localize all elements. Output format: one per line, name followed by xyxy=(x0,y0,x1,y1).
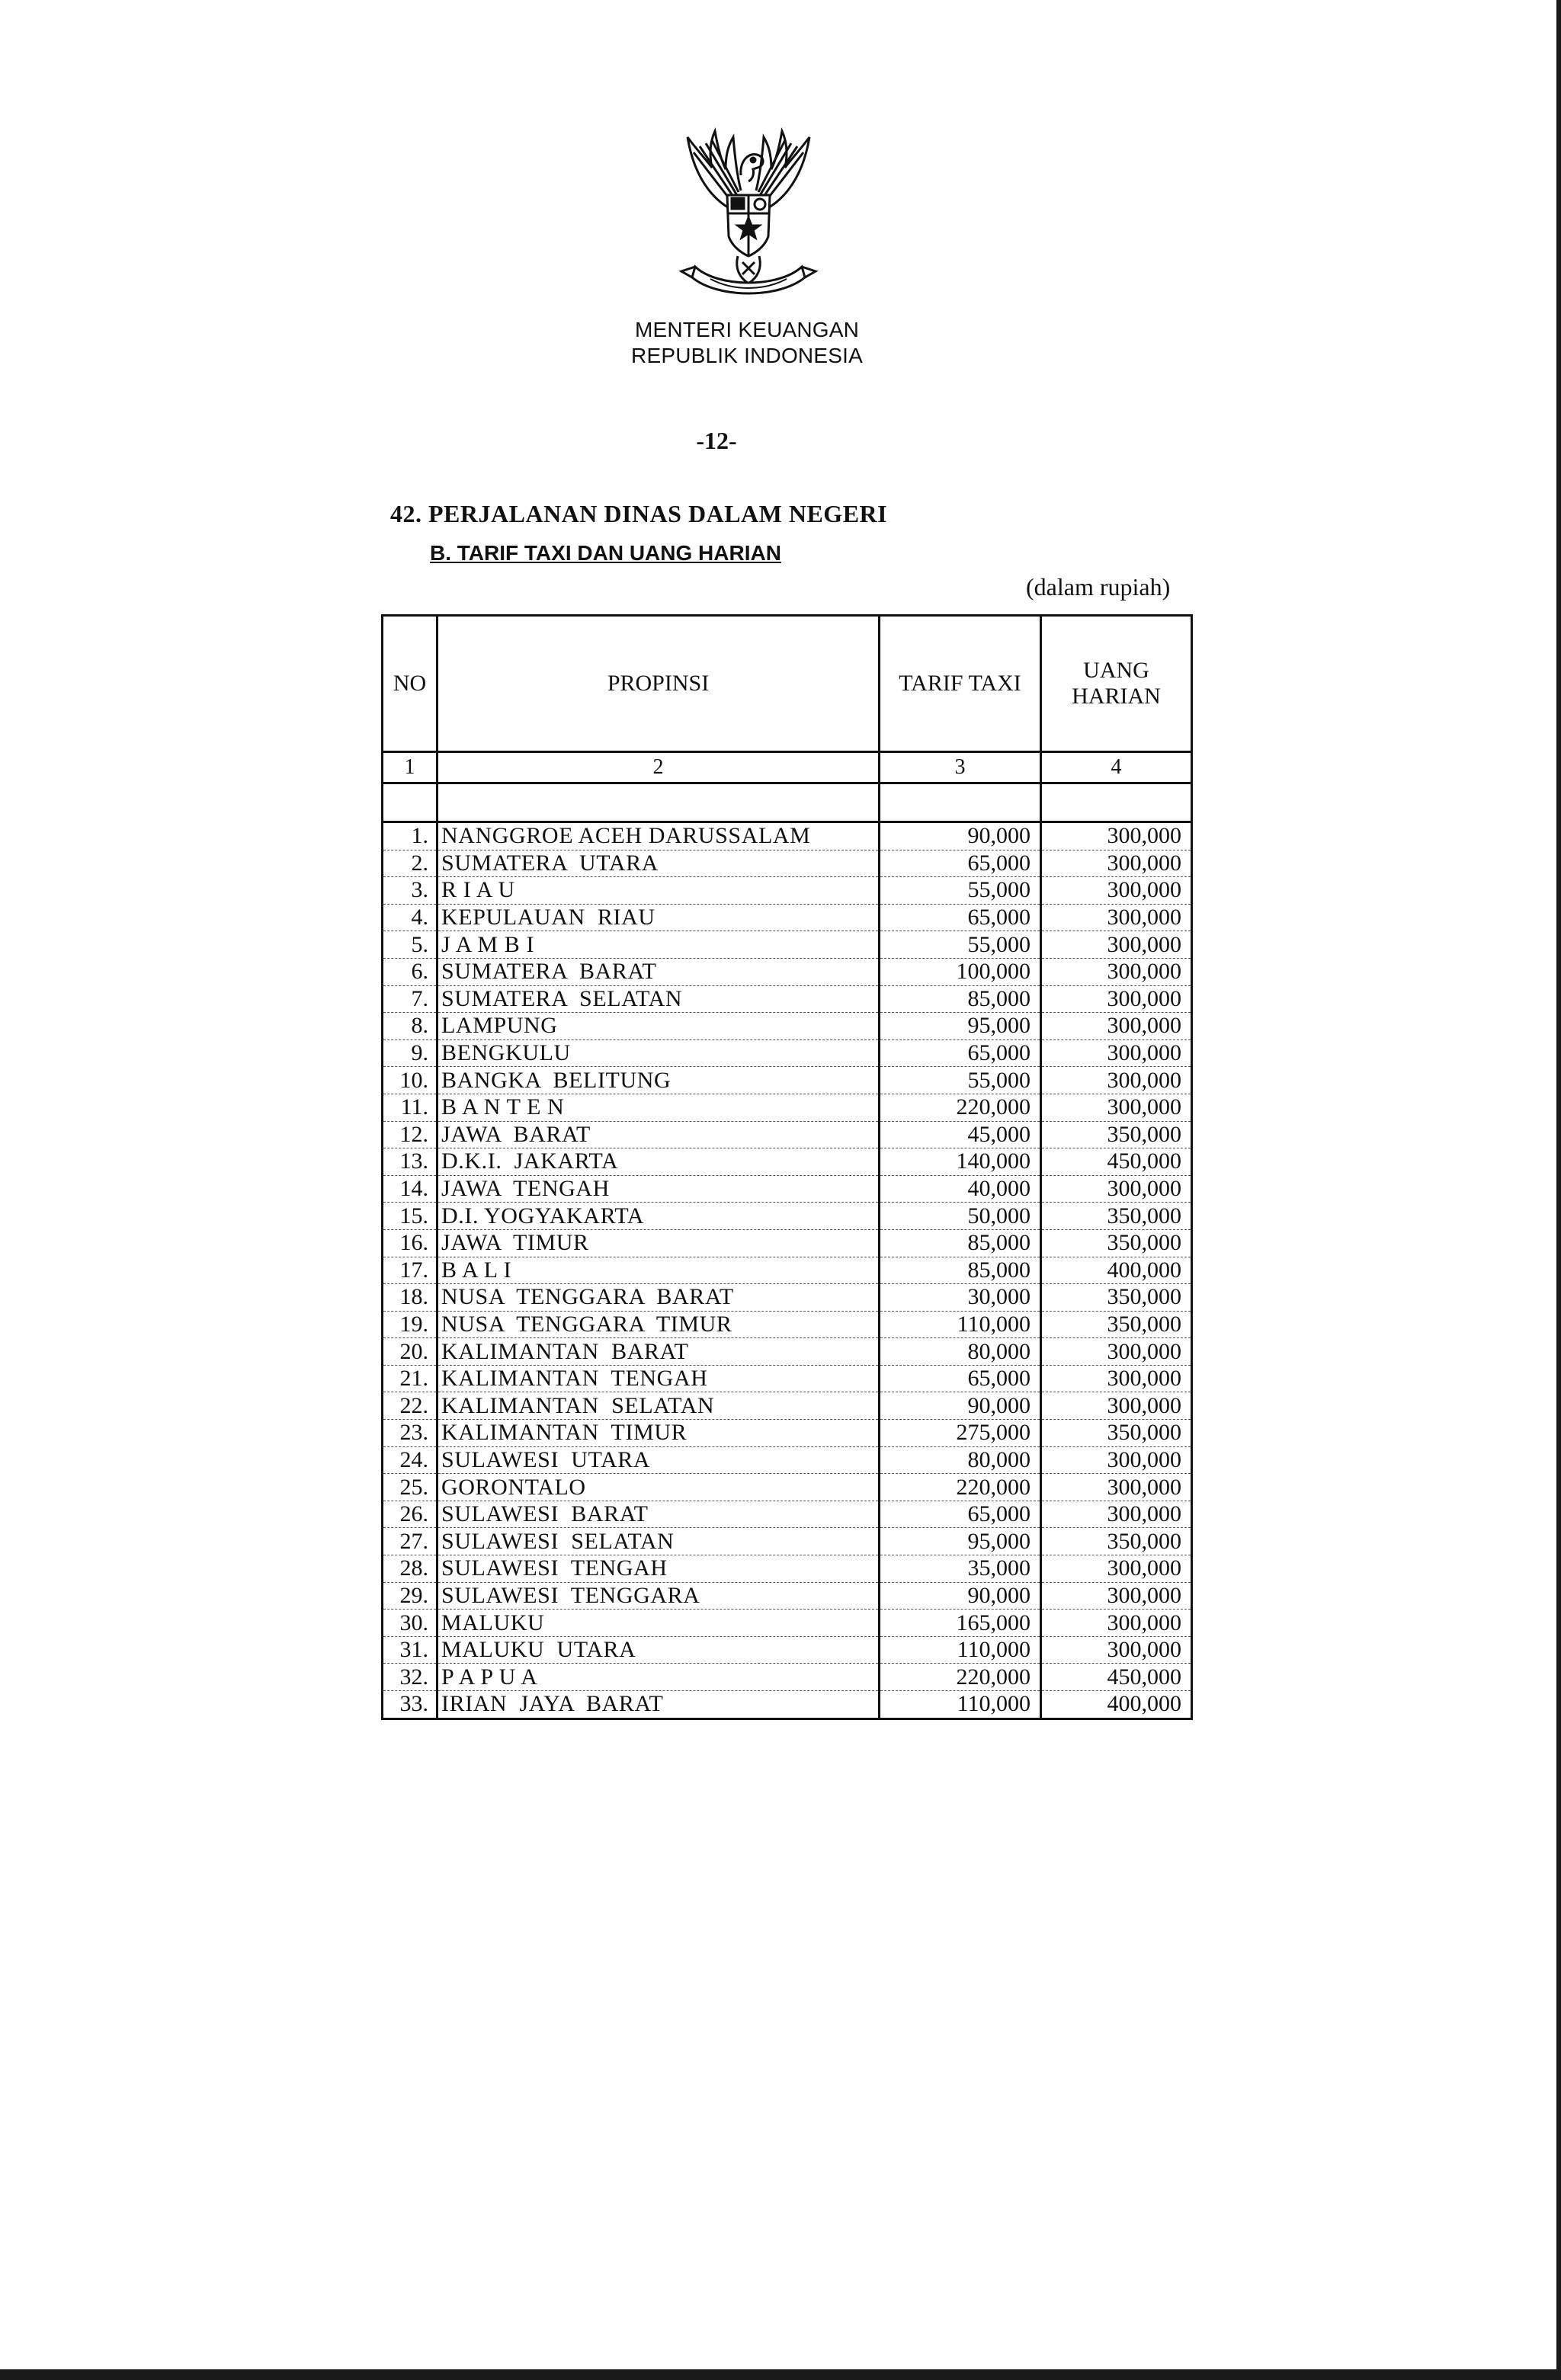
taxi-fare: 90,000 xyxy=(880,1582,1041,1610)
row-number: 3. xyxy=(383,877,438,905)
daily-allowance: 300,000 xyxy=(1041,1501,1192,1528)
taxi-fare: 65,000 xyxy=(880,904,1041,931)
taxi-fare: 220,000 xyxy=(880,1664,1041,1691)
table-row xyxy=(383,985,1192,1013)
daily-allowance: 300,000 xyxy=(1041,1067,1192,1094)
province-name: BANGKA BELITUNG xyxy=(438,1067,880,1094)
table-row xyxy=(383,1284,1192,1312)
taxi-fare: 65,000 xyxy=(880,850,1041,877)
row-number: 28. xyxy=(383,1555,438,1583)
province-name: SULAWESI BARAT xyxy=(438,1501,880,1528)
table-row xyxy=(383,1555,1192,1583)
daily-allowance: 350,000 xyxy=(1041,1121,1192,1148)
row-number: 20. xyxy=(383,1338,438,1366)
table-row xyxy=(383,877,1192,905)
daily-allowance: 300,000 xyxy=(1041,1365,1192,1392)
taxi-fare: 110,000 xyxy=(880,1691,1041,1719)
row-number: 11. xyxy=(383,1094,438,1121)
table-row xyxy=(383,1094,1192,1121)
province-name: R I A U xyxy=(438,877,880,905)
daily-allowance: 350,000 xyxy=(1041,1229,1192,1257)
daily-allowance: 350,000 xyxy=(1041,1528,1192,1555)
daily-allowance: 300,000 xyxy=(1041,904,1192,931)
header-daily-line-2: HARIAN xyxy=(1072,684,1161,709)
daily-allowance: 300,000 xyxy=(1041,850,1192,877)
scan-border-right xyxy=(1556,0,1561,2380)
taxi-fare: 50,000 xyxy=(880,1203,1041,1230)
daily-allowance: 300,000 xyxy=(1041,1094,1192,1121)
row-number: 6. xyxy=(383,958,438,985)
daily-allowance: 350,000 xyxy=(1041,1311,1192,1338)
table-row xyxy=(383,904,1192,931)
daily-allowance: 300,000 xyxy=(1041,931,1192,959)
daily-allowance: 300,000 xyxy=(1041,1338,1192,1366)
row-number: 25. xyxy=(383,1474,438,1501)
province-name: D.K.I. JAKARTA xyxy=(438,1148,880,1176)
taxi-fare: 80,000 xyxy=(880,1446,1041,1474)
taxi-fare: 85,000 xyxy=(880,985,1041,1013)
row-number: 30. xyxy=(383,1610,438,1637)
spacer-cell xyxy=(438,783,880,822)
table-row xyxy=(383,1203,1192,1230)
taxi-fare: 95,000 xyxy=(880,1013,1041,1040)
table-row xyxy=(383,850,1192,877)
province-name: NUSA TENGGARA TIMUR xyxy=(438,1311,880,1338)
province-name: J A M B I xyxy=(438,931,880,959)
institution-line-1: MENTERI KEUANGAN xyxy=(634,318,860,341)
rates-table xyxy=(381,614,1193,1720)
institution-line-2: REPUBLIK INDONESIA xyxy=(631,344,863,367)
province-name: SULAWESI TENGGARA xyxy=(438,1582,880,1610)
taxi-fare: 40,000 xyxy=(880,1175,1041,1203)
table-row xyxy=(383,958,1192,985)
province-name: P A P U A xyxy=(438,1664,880,1691)
province-name: KALIMANTAN TENGAH xyxy=(438,1365,880,1392)
daily-allowance: 450,000 xyxy=(1041,1148,1192,1176)
taxi-fare: 80,000 xyxy=(880,1338,1041,1366)
table-row xyxy=(383,1148,1192,1176)
table-row xyxy=(383,1013,1192,1040)
province-name: KALIMANTAN SELATAN xyxy=(438,1392,880,1420)
header-daily-line-1: UANG xyxy=(1083,658,1149,683)
row-number: 18. xyxy=(383,1284,438,1312)
row-number: 16. xyxy=(383,1229,438,1257)
province-name: GORONTALO xyxy=(438,1474,880,1501)
table-row xyxy=(383,1582,1192,1610)
province-name: SULAWESI UTARA xyxy=(438,1446,880,1474)
column-number: 2 xyxy=(438,752,880,783)
taxi-fare: 65,000 xyxy=(880,1365,1041,1392)
daily-allowance: 300,000 xyxy=(1041,1582,1192,1610)
table-row xyxy=(383,1446,1192,1474)
row-number: 13. xyxy=(383,1148,438,1176)
daily-allowance: 350,000 xyxy=(1041,1284,1192,1312)
taxi-fare: 85,000 xyxy=(880,1229,1041,1257)
table-row xyxy=(383,1175,1192,1203)
daily-allowance: 350,000 xyxy=(1041,1203,1192,1230)
row-number: 14. xyxy=(383,1175,438,1203)
row-number: 8. xyxy=(383,1013,438,1040)
row-number: 27. xyxy=(383,1528,438,1555)
section-title: 42. PERJALANAN DINAS DALAM NEGERI xyxy=(390,500,888,527)
table-row xyxy=(383,1610,1192,1637)
taxi-fare: 55,000 xyxy=(880,931,1041,959)
table-row xyxy=(383,1311,1192,1338)
taxi-fare: 90,000 xyxy=(880,822,1041,850)
row-number: 12. xyxy=(383,1121,438,1148)
taxi-fare: 165,000 xyxy=(880,1610,1041,1637)
table-row xyxy=(383,1528,1192,1555)
row-number: 15. xyxy=(383,1203,438,1230)
header-no: NO xyxy=(383,616,438,752)
row-number: 17. xyxy=(383,1257,438,1284)
province-name: B A N T E N xyxy=(438,1094,880,1121)
table-body xyxy=(383,822,1192,1719)
taxi-fare: 85,000 xyxy=(880,1257,1041,1284)
daily-allowance: 300,000 xyxy=(1041,1474,1192,1501)
unit-note: (dalam rupiah) xyxy=(1026,573,1171,601)
province-name: KEPULAUAN RIAU xyxy=(438,904,880,931)
garuda-emblem-icon xyxy=(665,122,832,305)
header-taxi-fare: TARIF TAXI xyxy=(880,616,1041,752)
daily-allowance: 350,000 xyxy=(1041,1420,1192,1447)
table-row xyxy=(383,1664,1192,1691)
table-row xyxy=(383,1420,1192,1447)
header-daily-allowance xyxy=(1041,616,1192,752)
column-number: 3 xyxy=(880,752,1041,783)
taxi-fare: 35,000 xyxy=(880,1555,1041,1583)
province-name: SULAWESI SELATAN xyxy=(438,1528,880,1555)
daily-allowance: 300,000 xyxy=(1041,1392,1192,1420)
taxi-fare: 220,000 xyxy=(880,1094,1041,1121)
table-row xyxy=(383,1121,1192,1148)
table-row xyxy=(383,1039,1192,1067)
row-number: 26. xyxy=(383,1501,438,1528)
row-number: 21. xyxy=(383,1365,438,1392)
taxi-fare: 90,000 xyxy=(880,1392,1041,1420)
institution-header xyxy=(534,317,960,369)
table-row xyxy=(383,1229,1192,1257)
province-name: KALIMANTAN TIMUR xyxy=(438,1420,880,1447)
taxi-fare: 65,000 xyxy=(880,1039,1041,1067)
column-number-row xyxy=(383,752,1192,783)
row-number: 4. xyxy=(383,904,438,931)
taxi-fare: 100,000 xyxy=(880,958,1041,985)
daily-allowance: 450,000 xyxy=(1041,1664,1192,1691)
table-row xyxy=(383,1392,1192,1420)
province-name: BENGKULU xyxy=(438,1039,880,1067)
spacer-cell xyxy=(1041,783,1192,822)
daily-allowance: 300,000 xyxy=(1041,1555,1192,1583)
table-header-row xyxy=(383,616,1192,752)
column-number: 1 xyxy=(383,752,438,783)
taxi-fare: 55,000 xyxy=(880,1067,1041,1094)
daily-allowance: 400,000 xyxy=(1041,1691,1192,1719)
row-number: 9. xyxy=(383,1039,438,1067)
daily-allowance: 300,000 xyxy=(1041,877,1192,905)
taxi-fare: 55,000 xyxy=(880,877,1041,905)
row-number: 10. xyxy=(383,1067,438,1094)
table-row xyxy=(383,1257,1192,1284)
province-name: JAWA TENGAH xyxy=(438,1175,880,1203)
row-number: 22. xyxy=(383,1392,438,1420)
table-row xyxy=(383,822,1192,850)
taxi-fare: 275,000 xyxy=(880,1420,1041,1447)
daily-allowance: 300,000 xyxy=(1041,1175,1192,1203)
daily-allowance: 300,000 xyxy=(1041,1610,1192,1637)
row-number: 1. xyxy=(383,822,438,850)
table-row xyxy=(383,931,1192,959)
province-name: JAWA BARAT xyxy=(438,1121,880,1148)
row-number: 31. xyxy=(383,1636,438,1664)
table-row xyxy=(383,1067,1192,1094)
row-number: 29. xyxy=(383,1582,438,1610)
row-number: 2. xyxy=(383,850,438,877)
province-name: MALUKU UTARA xyxy=(438,1636,880,1664)
row-number: 24. xyxy=(383,1446,438,1474)
province-name: MALUKU xyxy=(438,1610,880,1637)
row-number: 33. xyxy=(383,1691,438,1719)
daily-allowance: 400,000 xyxy=(1041,1257,1192,1284)
header-province: PROPINSI xyxy=(438,616,880,752)
table-row xyxy=(383,1365,1192,1392)
taxi-fare: 65,000 xyxy=(880,1501,1041,1528)
province-name: SUMATERA UTARA xyxy=(438,850,880,877)
scan-border-bottom xyxy=(0,2369,1561,2380)
taxi-fare: 140,000 xyxy=(880,1148,1041,1176)
daily-allowance: 300,000 xyxy=(1041,1013,1192,1040)
spacer-cell xyxy=(383,783,438,822)
province-name: NANGGROE ACEH DARUSSALAM xyxy=(438,822,880,850)
taxi-fare: 30,000 xyxy=(880,1284,1041,1312)
taxi-fare: 95,000 xyxy=(880,1528,1041,1555)
province-name: SULAWESI TENGAH xyxy=(438,1555,880,1583)
province-name: IRIAN JAYA BARAT xyxy=(438,1691,880,1719)
table-row xyxy=(383,1636,1192,1664)
taxi-fare: 45,000 xyxy=(880,1121,1041,1148)
row-number: 32. xyxy=(383,1664,438,1691)
page-number: -12- xyxy=(696,427,737,454)
province-name: NUSA TENGGARA BARAT xyxy=(438,1284,880,1312)
row-number: 5. xyxy=(383,931,438,959)
daily-allowance: 300,000 xyxy=(1041,958,1192,985)
province-name: D.I. YOGYAKARTA xyxy=(438,1203,880,1230)
daily-allowance: 300,000 xyxy=(1041,1636,1192,1664)
daily-allowance: 300,000 xyxy=(1041,1446,1192,1474)
table-row xyxy=(383,1474,1192,1501)
province-name: LAMPUNG xyxy=(438,1013,880,1040)
table-row xyxy=(383,1501,1192,1528)
taxi-fare: 110,000 xyxy=(880,1636,1041,1664)
province-name: JAWA TIMUR xyxy=(438,1229,880,1257)
subsection-title: B. TARIF TAXI DAN UANG HARIAN xyxy=(430,541,781,565)
spacer-row xyxy=(383,783,1192,822)
taxi-fare: 110,000 xyxy=(880,1311,1041,1338)
table-row xyxy=(383,1338,1192,1366)
table-row xyxy=(383,1691,1192,1719)
daily-allowance: 300,000 xyxy=(1041,822,1192,850)
daily-allowance: 300,000 xyxy=(1041,985,1192,1013)
taxi-fare: 220,000 xyxy=(880,1474,1041,1501)
province-name: B A L I xyxy=(438,1257,880,1284)
row-number: 19. xyxy=(383,1311,438,1338)
province-name: SUMATERA BARAT xyxy=(438,958,880,985)
column-number: 4 xyxy=(1041,752,1192,783)
province-name: KALIMANTAN BARAT xyxy=(438,1338,880,1366)
daily-allowance: 300,000 xyxy=(1041,1039,1192,1067)
spacer-cell xyxy=(880,783,1041,822)
row-number: 23. xyxy=(383,1420,438,1447)
province-name: SUMATERA SELATAN xyxy=(438,985,880,1013)
row-number: 7. xyxy=(383,985,438,1013)
